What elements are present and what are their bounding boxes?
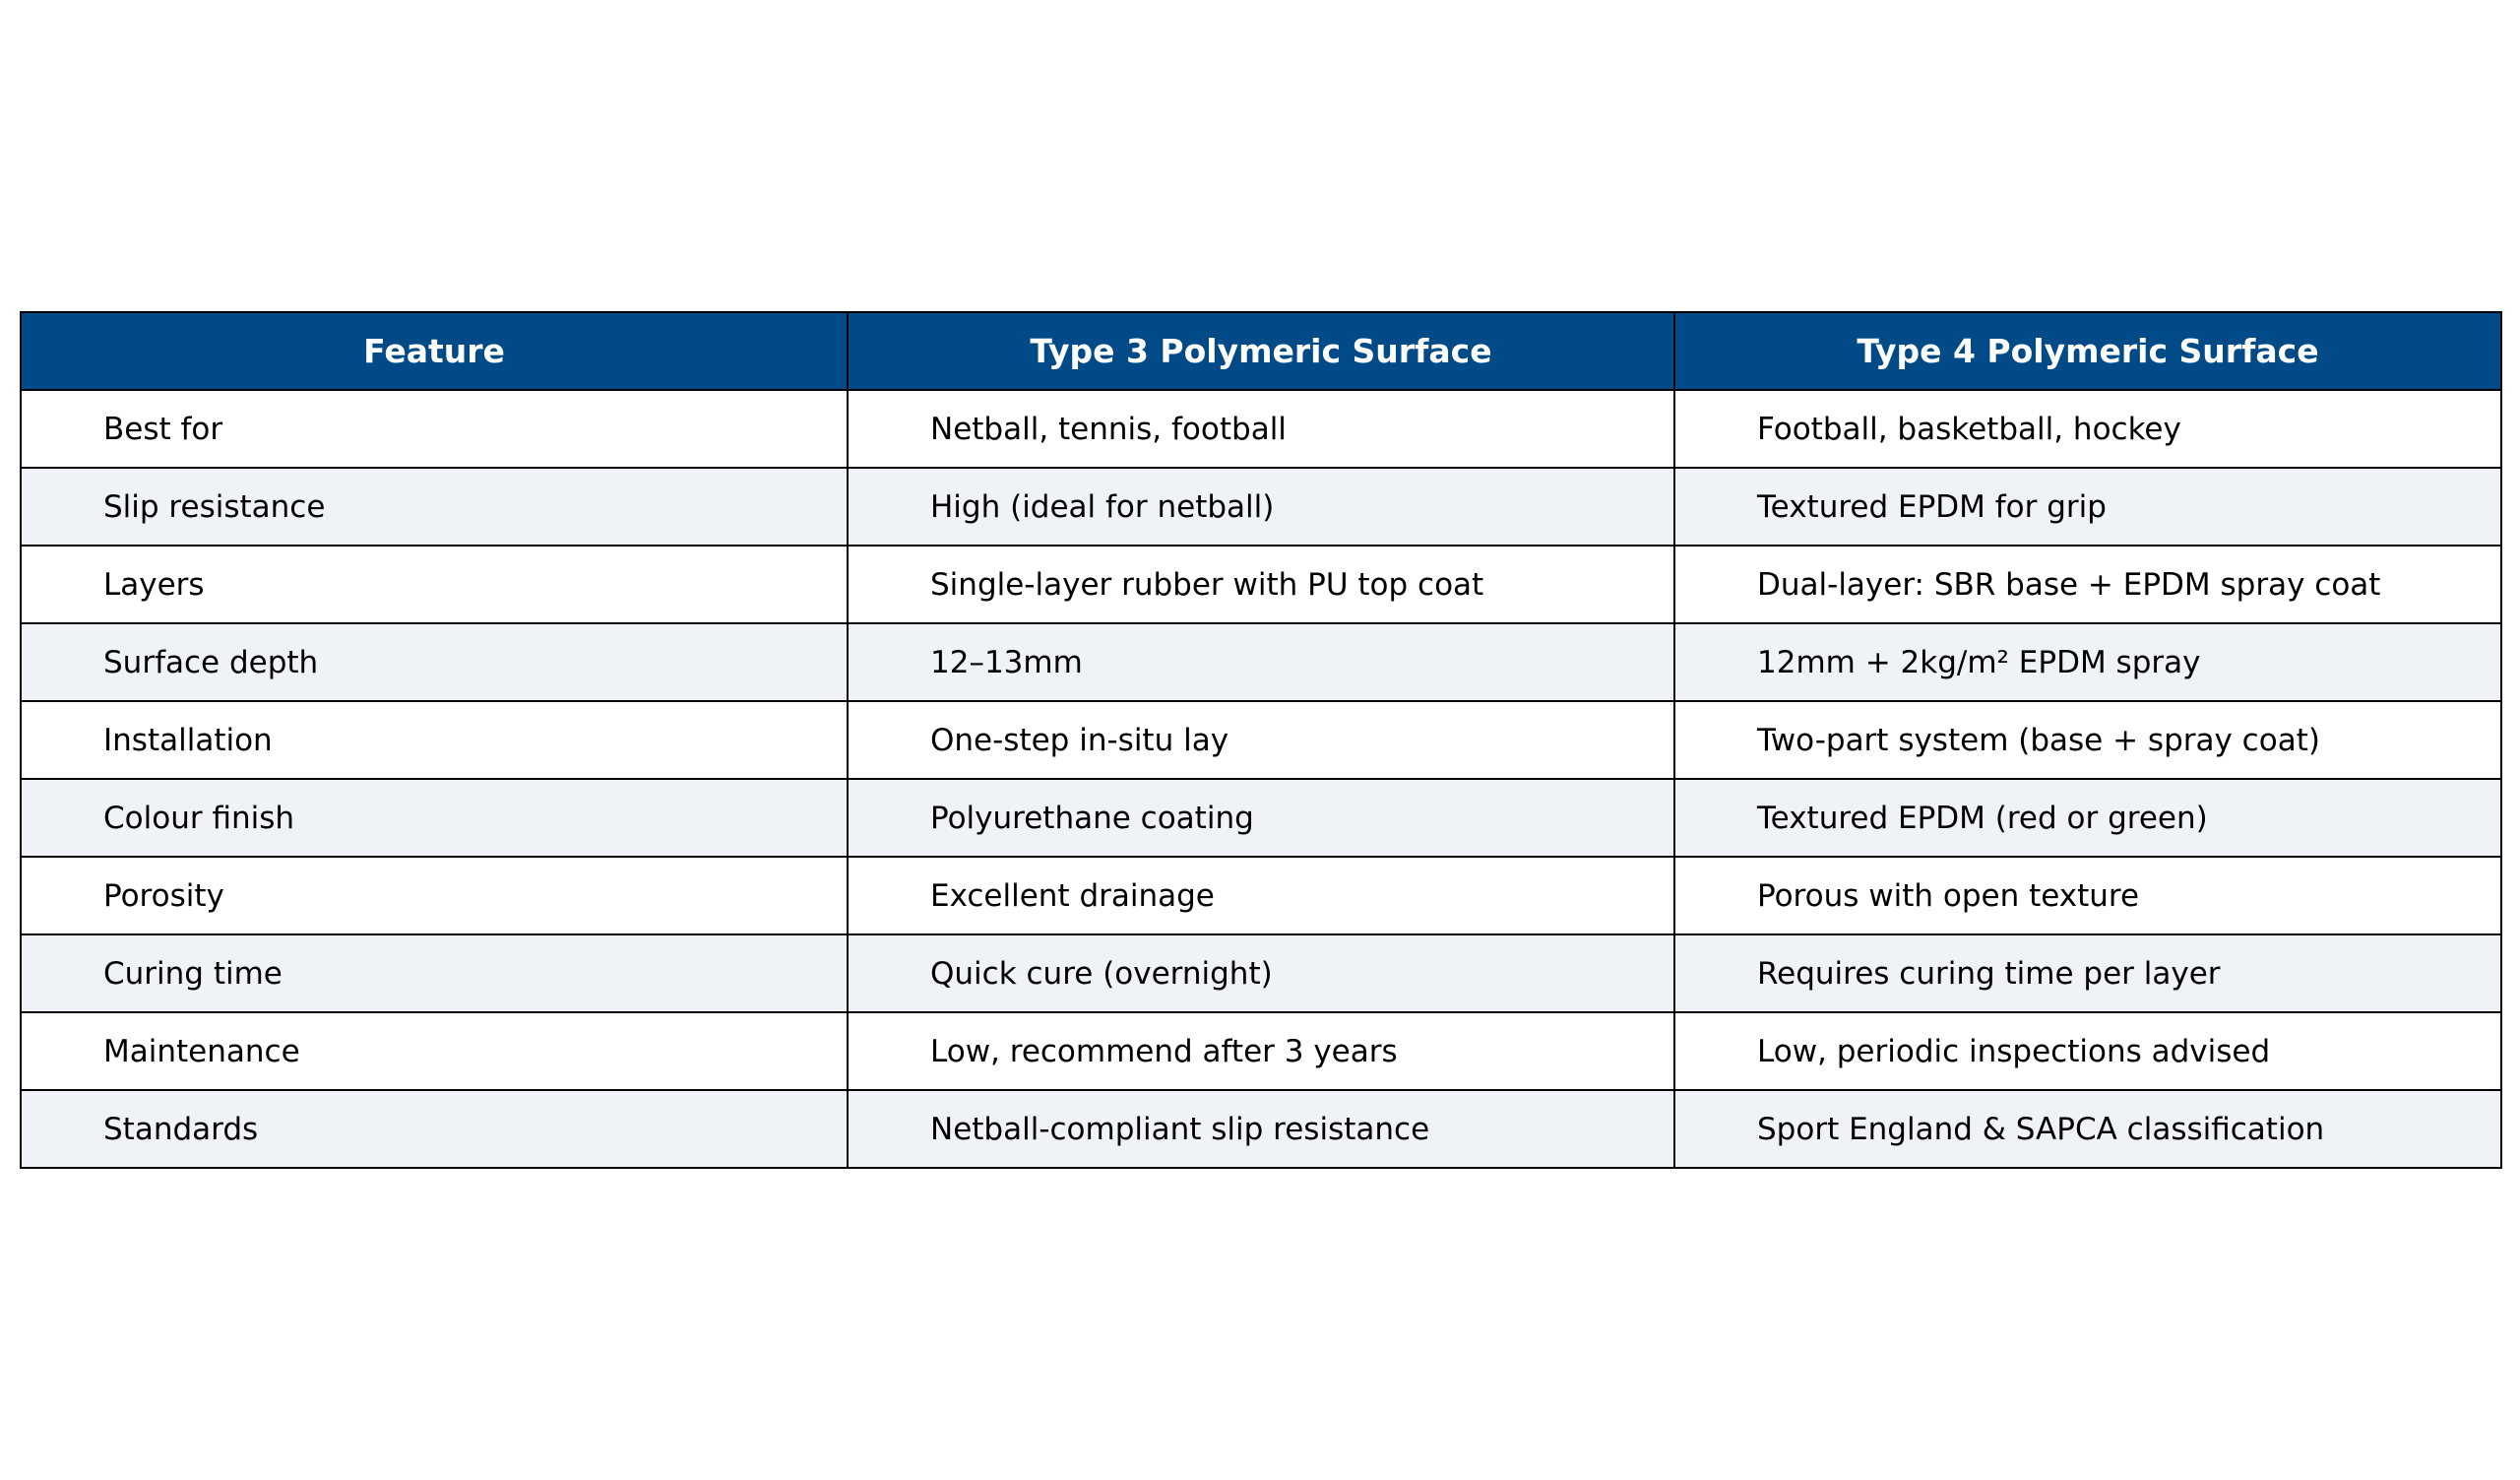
table-row xyxy=(21,468,2501,546)
table-row xyxy=(21,1090,2501,1168)
table-row xyxy=(21,857,2501,934)
table-row xyxy=(21,701,2501,779)
feature-cell: Installation xyxy=(21,701,848,779)
type-4-cell: Textured EPDM for grip xyxy=(1674,468,2501,546)
type-3-cell: Single-layer rubber with PU top coat xyxy=(848,546,1674,623)
type-4-cell: Football, basketball, hockey xyxy=(1674,390,2501,468)
feature-cell: Slip resistance xyxy=(21,468,848,546)
feature-cell: Porosity xyxy=(21,857,848,934)
type-4-cell: 12mm + 2kg/m² EPDM spray xyxy=(1674,623,2501,701)
feature-cell: Curing time xyxy=(21,934,848,1012)
type-4-cell: Sport England & SAPCA classification xyxy=(1674,1090,2501,1168)
header-type-4: Type 4 Polymeric Surface xyxy=(1674,312,2501,390)
type-4-cell: Porous with open texture xyxy=(1674,857,2501,934)
type-3-cell: Netball-compliant slip resistance xyxy=(848,1090,1674,1168)
feature-cell: Colour finish xyxy=(21,779,848,857)
type-3-cell: One-step in-situ lay xyxy=(848,701,1674,779)
table-row xyxy=(21,623,2501,701)
table-body xyxy=(21,390,2501,1168)
type-3-cell: Low, recommend after 3 years xyxy=(848,1012,1674,1090)
type-4-cell: Low, periodic inspections advised xyxy=(1674,1012,2501,1090)
type-3-cell: Excellent drainage xyxy=(848,857,1674,934)
type-3-cell: Quick cure (overnight) xyxy=(848,934,1674,1012)
table-row xyxy=(21,546,2501,623)
type-3-cell: Polyurethane coating xyxy=(848,779,1674,857)
type-3-cell: 12–13mm xyxy=(848,623,1674,701)
feature-cell: Best for xyxy=(21,390,848,468)
type-4-cell: Dual-layer: SBR base + EPDM spray coat xyxy=(1674,546,2501,623)
table-row xyxy=(21,779,2501,857)
comparison-table xyxy=(20,311,2502,1169)
type-4-cell: Requires curing time per layer xyxy=(1674,934,2501,1012)
table-row xyxy=(21,1012,2501,1090)
header-feature: Feature xyxy=(21,312,848,390)
table-row xyxy=(21,934,2501,1012)
type-3-cell: Netball, tennis, football xyxy=(848,390,1674,468)
type-4-cell: Textured EPDM (red or green) xyxy=(1674,779,2501,857)
feature-cell: Surface depth xyxy=(21,623,848,701)
header-row xyxy=(21,312,2501,390)
feature-cell: Layers xyxy=(21,546,848,623)
feature-cell: Standards xyxy=(21,1090,848,1168)
table-header xyxy=(21,312,2501,390)
type-3-cell: High (ideal for netball) xyxy=(848,468,1674,546)
feature-cell: Maintenance xyxy=(21,1012,848,1090)
table-row xyxy=(21,390,2501,468)
type-4-cell: Two-part system (base + spray coat) xyxy=(1674,701,2501,779)
header-type-3: Type 3 Polymeric Surface xyxy=(848,312,1674,390)
